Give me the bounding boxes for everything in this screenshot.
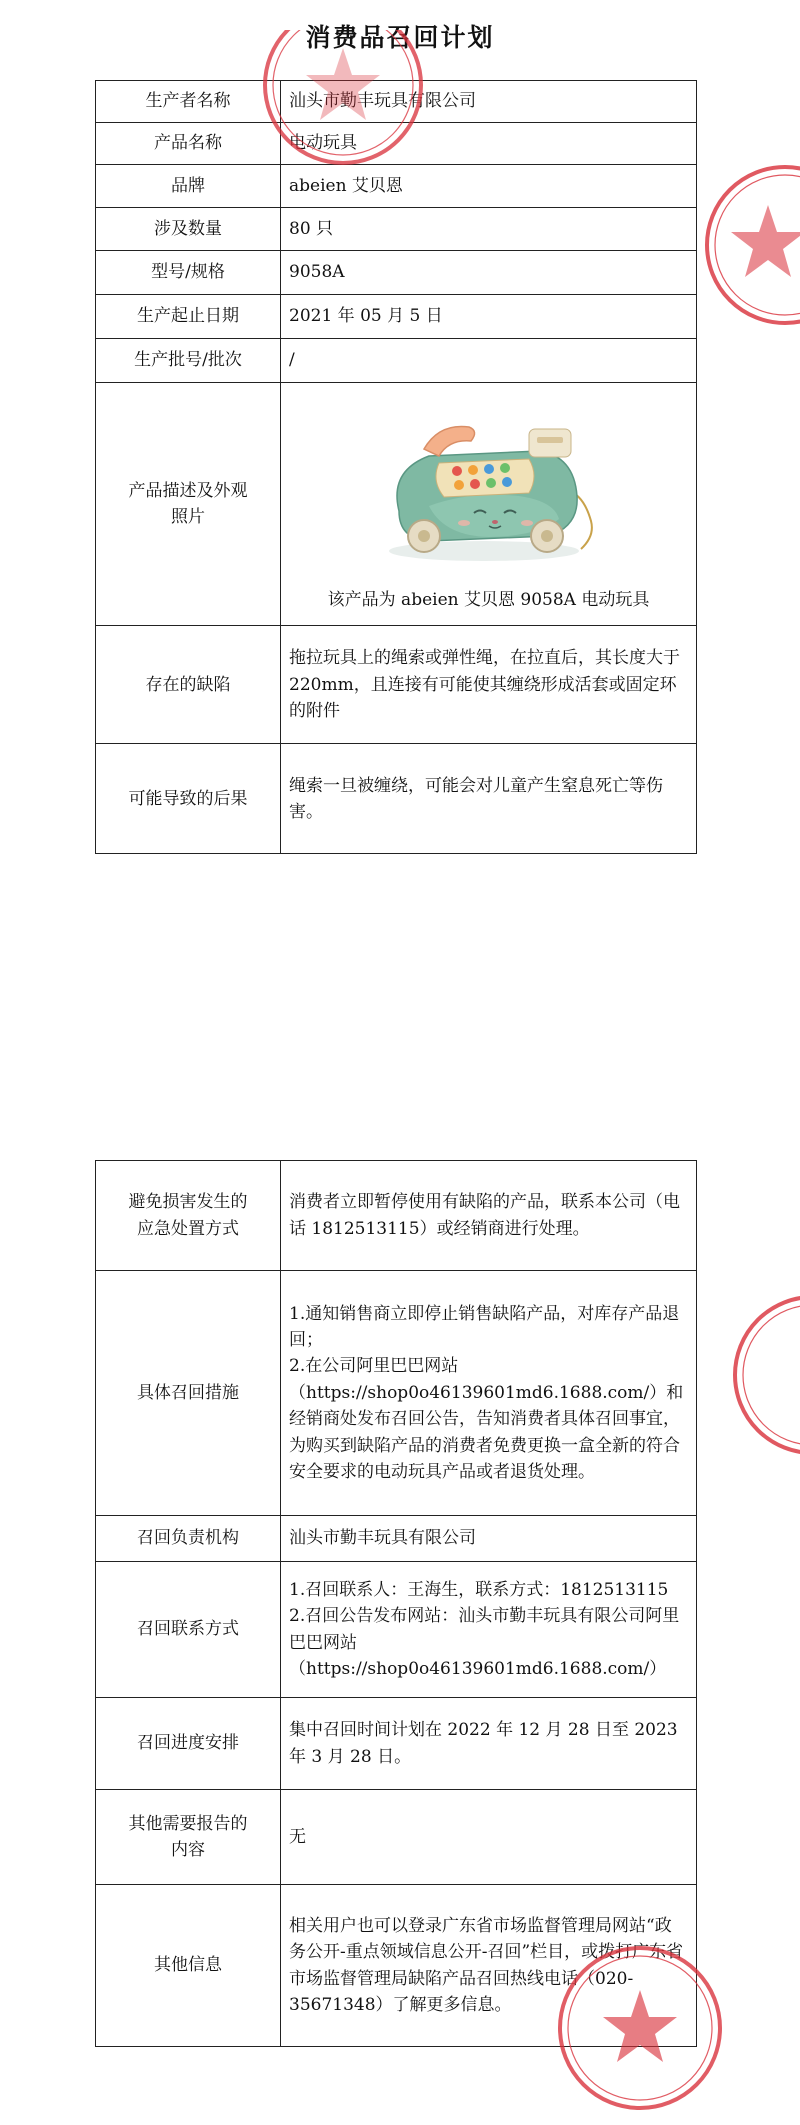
row-value-defect: 拖拉玩具上的绳索或弹性绳，在拉直后，其长度大于 220mm，且连接有可能使其缠绕形成活套或固定环的附件 (281, 626, 697, 744)
row-label-other-info: 其他信息 (96, 1885, 281, 2047)
recall-measures-table (95, 1160, 697, 2047)
row-value-photo (281, 383, 697, 626)
row-label-quantity: 涉及数量 (96, 208, 281, 251)
row-value-model: 9058A (281, 251, 697, 295)
row-value-responsible: 汕头市勤丰玩具有限公司 (281, 1516, 697, 1562)
row-label-defect: 存在的缺陷 (96, 626, 281, 744)
table-row (96, 626, 697, 744)
table-row (96, 339, 697, 383)
company-seal-stamp-right (690, 160, 800, 330)
row-label-model: 型号/规格 (96, 251, 281, 295)
row-label-emergency (96, 1161, 281, 1271)
row-value-schedule: 集中召回时间计划在 2022 年 12 月 28 日至 2023 年 3 月 28 日。 (281, 1698, 697, 1790)
row-label-consequence: 可能导致的后果 (96, 744, 281, 854)
row-label-production-date: 生产起止日期 (96, 295, 281, 339)
table-row (96, 1161, 697, 1271)
row-value-product-name: 电动玩具 (281, 123, 697, 165)
row-label-other-report (96, 1790, 281, 1885)
company-seal-stamp (248, 30, 438, 180)
table-row (96, 1698, 697, 1790)
row-value-production-date: 2021 年 05 月 5 日 (281, 295, 697, 339)
row-label-brand: 品牌 (96, 165, 281, 208)
emergency-label-line2: 应急处置方式 (137, 1218, 239, 1239)
row-value-manufacturer: 汕头市勤丰玩具有限公司 (281, 81, 697, 123)
row-label-manufacturer: 生产者名称 (96, 81, 281, 123)
row-value-measures (281, 1271, 697, 1516)
row-value-emergency: 消费者立即暂停使用有缺陷的产品，联系本公司（电话 1812513115）或经销商进行处理。 (281, 1161, 697, 1271)
recall-info-table (95, 80, 697, 854)
row-label-schedule: 召回进度安排 (96, 1698, 281, 1790)
table-row (96, 1790, 697, 1885)
photo-caption: 该产品为 abeien 艾贝恩 9058A 电动玩具 (327, 590, 650, 610)
row-value-other-report: 无 (281, 1790, 697, 1885)
row-value-quantity: 80 只 (281, 208, 697, 251)
emergency-label-line1: 避免损害发生的 (128, 1192, 248, 1213)
row-value-consequence: 绳索一旦被缠绕，可能会对儿童产生窒息死亡等伤害。 (281, 744, 697, 854)
table-row (96, 1562, 697, 1698)
contact-line-2: 2.召回公告发布网站：汕头市勤丰玩具有限公司阿里巴巴网站（https://shop0o46139601md6.1688.com/） (289, 1606, 680, 1679)
row-label-photo (96, 383, 281, 626)
contact-line-1: 1.召回联系人：王海生，联系方式：1812513115 (289, 1579, 669, 1600)
photo-label-line1: 产品描述及外观 (128, 480, 248, 501)
table-row (96, 1271, 697, 1516)
other-report-label-line2: 内容 (171, 1840, 205, 1860)
table-row (96, 208, 697, 251)
row-label-contact: 召回联系方式 (96, 1562, 281, 1698)
table-row (96, 1516, 697, 1562)
table-row (96, 383, 697, 626)
measures-line-1: 1.通知销售商立即停止销售缺陷产品，对库存产品退回； (289, 1303, 680, 1351)
company-seal-stamp-bottom (545, 1938, 735, 2118)
row-value-other-info: 相关用户也可以登录广东省市场监督管理局网站“政务公开-重点领域信息公开-召回”栏目，或拨打广东省市场监督管理局缺陷产品召回热线电话（020-35671348）了解更多信息。 (281, 1885, 697, 2047)
product-photo (369, 401, 609, 571)
row-value-contact (281, 1562, 697, 1698)
table-row (96, 251, 697, 295)
row-label-responsible: 召回负责机构 (96, 1516, 281, 1562)
row-label-measures: 具体召回措施 (96, 1271, 281, 1516)
measures-line-2: 2.在公司阿里巴巴网站（https://shop0o46139601md6.1688.com/）和经销商处发布召回公告，告知消费者具体召回事宜，为购买到缺陷产品的消费者免费更换一盒全新的符合安全要求的电动玩具产品或者退货处理。 (289, 1356, 684, 1482)
row-value-batch: / (281, 339, 697, 383)
photo-label-line2: 照片 (171, 507, 205, 528)
row-label-batch: 生产批号/批次 (96, 339, 281, 383)
row-value-brand: abeien 艾贝恩 (281, 165, 697, 208)
row-label-product-name: 产品名称 (96, 123, 281, 165)
page-title: 消费品召回计划 (305, 23, 495, 52)
company-seal-stamp-edge (718, 1290, 800, 1460)
table-row (96, 744, 697, 854)
other-report-label-line1: 其他需要报告的 (128, 1813, 248, 1834)
table-row (96, 295, 697, 339)
